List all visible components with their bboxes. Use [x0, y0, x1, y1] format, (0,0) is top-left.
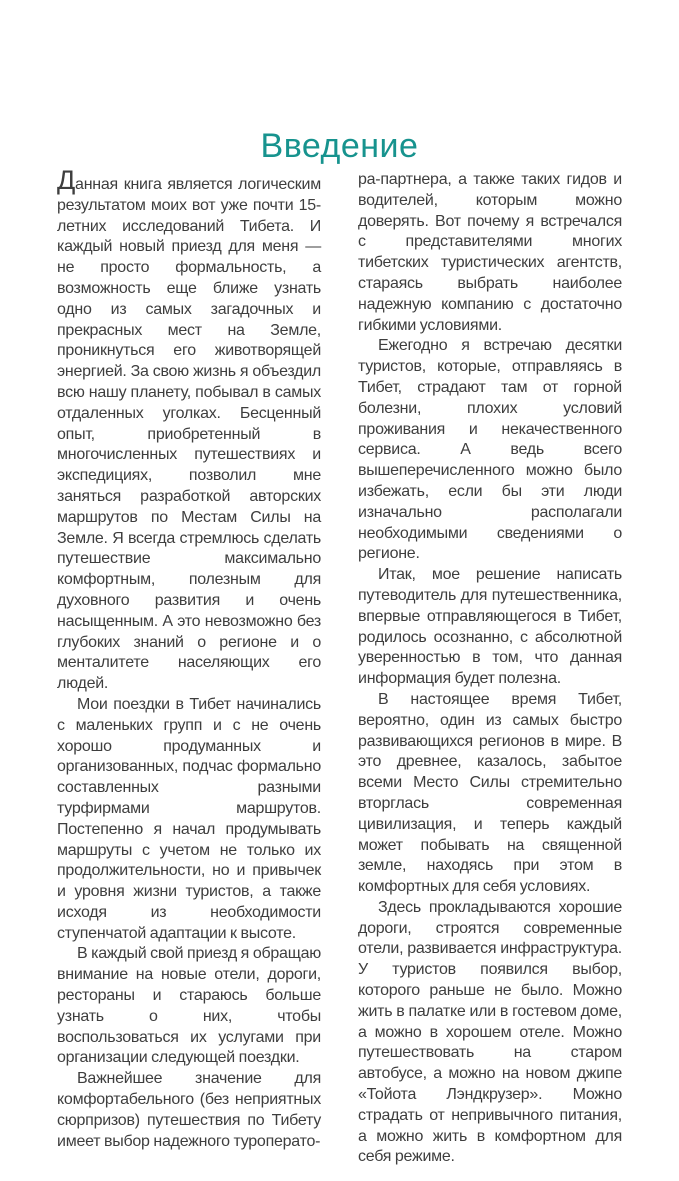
paragraph: Ежегодно я встречаю десятки туристов, которые, отправляясь в Тибет, страдают там от горной болезни, плохих условий проживания и некачественного сервиса. А ведь всего вышеперечисленного можно было избежать, если бы эти люди изначально располагали необходимыми сведениями о регионе. — [358, 337, 622, 563]
text-columns — [57, 165, 623, 1168]
paragraph-text: анная книга является логическим результатом моих вот уже почти 15-летних исследований Тибета. И каждый новый приезд для меня — не просто формальность, а возможность еще ближе узнать одно из самых загадочных и прекрасных мест на Земле, проникнуться его животворящей энергией. За свою жизнь я объездил всю нашу планету, побывал в самых отдаленных уголках. Бесценный опыт, приобретенный в многочисленных путешествиях и экспедициях, позволил мне заняться разработкой авторских маршрутов по Местам Силы на Земле. Я всегда стремлюсь сделать путешествие максимально комфортным, полезным для духовного развития и очень насыщенным. А это невозможно без глубоких знаний о регионе и о менталитете населяющих его людей. — [57, 176, 321, 693]
chapter-title: Введение — [260, 126, 419, 165]
paragraph: Мои поездки в Тибет начинались с маленьких групп и с не очень хорошо продуманных и организованных, подчас формально составленных разными турфирмами маршрутов. Постепенно я начал продумывать маршруты с учетом не только их продолжительности, но и привычек и уровня жизни туристов, а также исходя из необходимости ступенчатой адаптации к высоте. — [57, 695, 321, 942]
paragraph: Итак, мое решение написать путеводитель для путешественника, впервые отправляющегося в Тибет, родилось осознанно, с абсолютной уверенностью в том, что данная информация будет полезна. — [358, 566, 622, 688]
left-column — [57, 165, 321, 1168]
paragraph — [57, 165, 321, 695]
paragraph: Важнейшее значение для комфортабельного (без неприятных сюрпризов) путешествия по Тибету имеет выбор надежного туроперато- — [57, 1070, 321, 1150]
paragraph: В настоящее время Тибет, вероятно, один из самых быстро развивающихся регионов в мире. В это древнее, казалось, забытое всеми Место Силы стремительно вторглась современная цивилизация, и теперь каждый может побывать на священной земле, находясь при этом в комфортных для себя условиях. — [358, 690, 622, 896]
paragraph: ра-партнера, а также таких гидов и водителей, которым можно доверять. Вот почему я встречался с представителями многих тибетских туристических агентств, стараясь выбрать наиболее надежную компанию с достаточно гибкими условиями. — [358, 171, 622, 334]
paragraph: В каждый свой приезд я обращаю внимание на новые отели, дороги, рестораны и стараюсь больше узнать о них, чтобы воспользоваться их услугами при организации следующей поездки. — [57, 945, 321, 1067]
paragraph: Здесь прокладываются хорошие дороги, строятся современные отели, развивается инфраструктура. У туристов появился выбор, которого раньше не было. Можно жить в палатке или в гостевом доме, а можно в хорошем отеле. Можно путешествовать на старом автобусе, а можно на новом джипе «Тойота Лэндкрузер». Можно страдать от непривычного питания, а можно жить в комфортном для себя режиме. — [358, 898, 622, 1166]
right-column — [358, 170, 622, 1168]
drop-cap: Д — [57, 165, 76, 195]
